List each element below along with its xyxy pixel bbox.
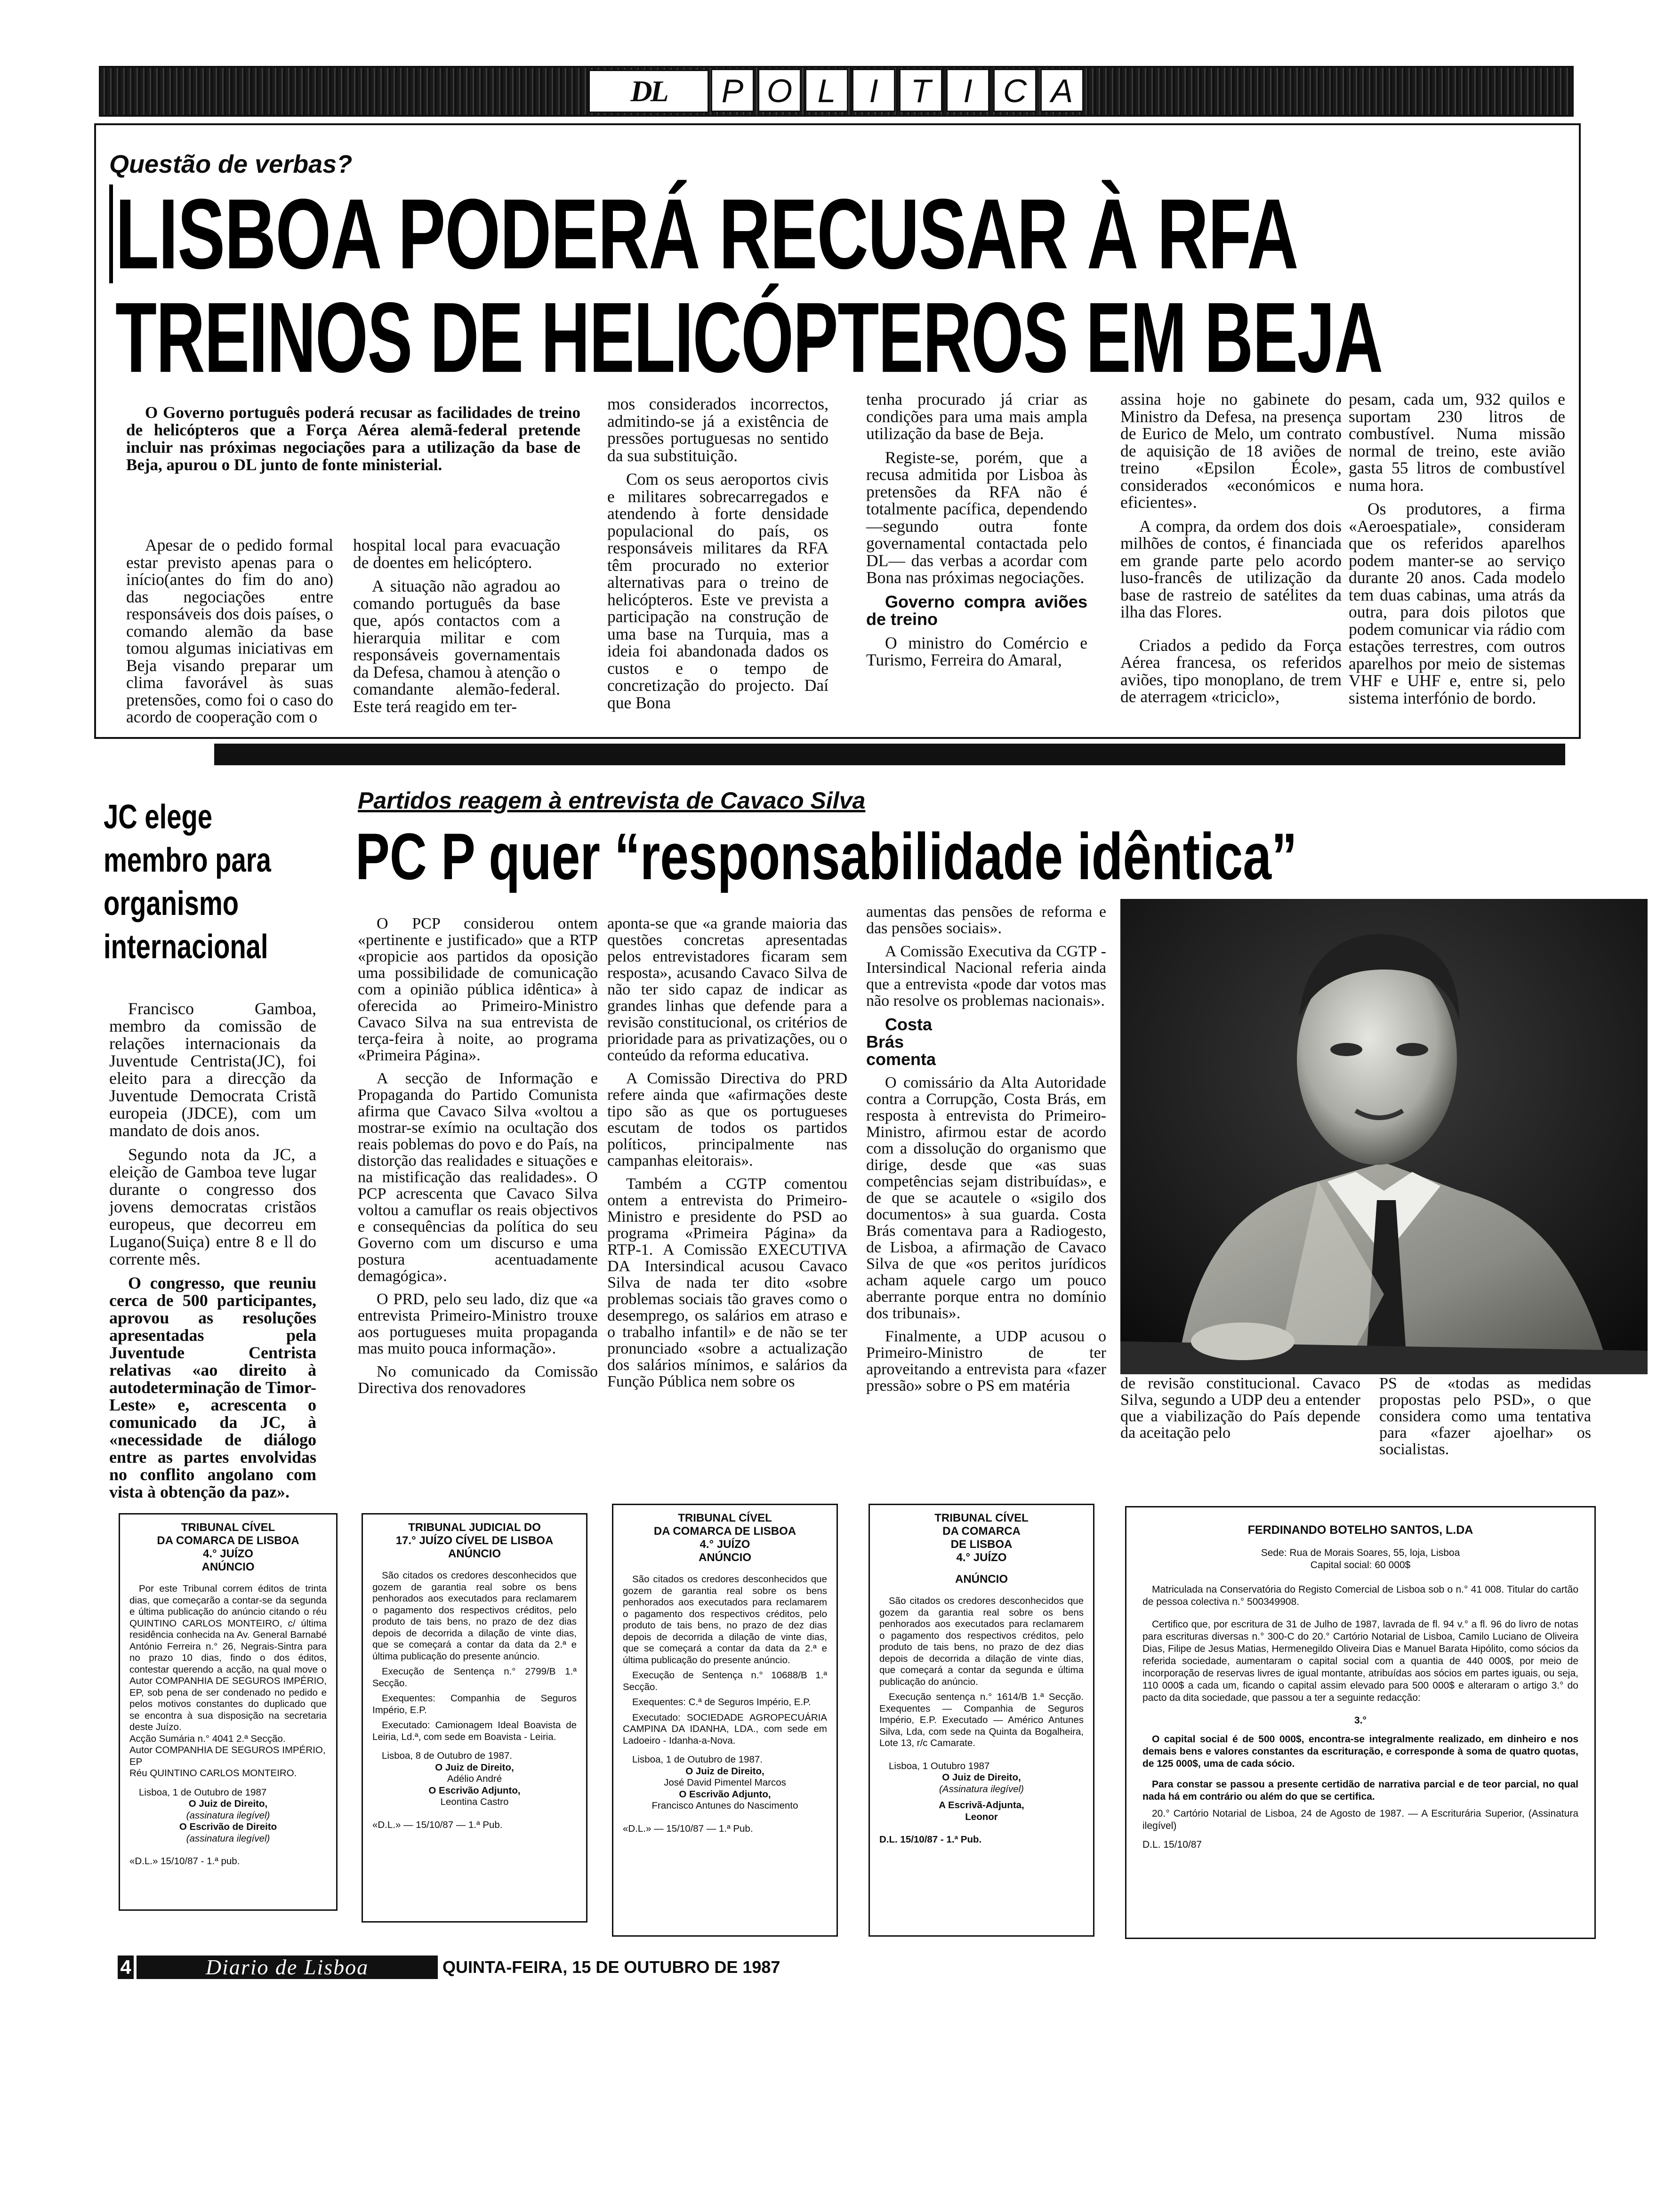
top-article-col2: hospital local para evacuação de doentes em helicóptero. A situação não agradou ao comando português da base que, após contactos com a hierarquia militar e com responsáveis governamentais da Defesa, chamou à atenção o comandante alemão-federal. Este terá reagido em ter-: [353, 536, 560, 716]
pcp-col1: O PCP considerou ontem «pertinente e justificado» que a RTP «propicie aos partidos da oposição uma possibilidade de comunicação com a opinião pública idêntica» à oferecida ao Primeiro-Ministro Cavaco Silva na sua entrevista de terça-feira à noite, ao programa «Primeira Página». A secção de Informação e Propaganda do Partido Comunista afirma que Cavaco Silva «voltou a mostrar-se exímio na ocultação dos reais poblemas do povo e do País, na distorção das realidades e situações e na mistificação das realidades». O PCP acrescenta que Cavaco Silva voltou a camuflar os reais objectivos e consequências da política do seu Governo com um discurso e uma postura acentuadamente demagógica». O PRD, pelo seu lado, diz que «a entrevista Primeiro-Ministro trouxe aos portugueses muita propaganda mas muito pouca informação». No comunicado da Comissão Directiva dos renovadores: [358, 915, 598, 1397]
subhead-costa-bras: Costa Brás comenta: [866, 1015, 936, 1069]
jc-headline-line: organismo: [104, 885, 239, 922]
pcp-kicker: Partidos reagem à entrevista de Cavaco Silva: [358, 787, 866, 814]
dl-logo: DL: [588, 70, 709, 113]
section-title-letter: O: [758, 69, 801, 112]
section-title-letter: I: [946, 69, 989, 112]
pcp-col2: aponta-se que «a grande maioria das questões concretas apresentadas pelos entrevistadores ficaram sem resposta», acusando Cavaco Silva de não ter sido capaz de indicar as grandes linhas que defende para a revisão constitucional, os critérios de prioridade para as privatizações, ou o conteúdo da reforma educativa. A Comissão Directiva do PRD refere ainda que «afirmações deste tipo são as que os portugueses escutam de todos os partidos políticos, principalmente nas campanhas eleitorais». Também a CGTP comentou ontem a entrevista do Primeiro-Ministro e presidente do PSD ao programa «Primeira Página» da RTP-1. A Comissão EXECUTIVA DA Intersindical acusou Cavaco Silva de nada ter dito «sobre problemas sociais tão graves como o desemprego, os salários em atraso e o trabalho infantil» e de não se ter pronunciado «sobre a actualização dos salários mínimos, e salários da Função Pública nem sobre os: [607, 915, 847, 1390]
divider-bar: [214, 744, 1565, 765]
top-article-kicker: Questão de verbas?: [109, 150, 353, 178]
headline-rule: [109, 184, 113, 283]
legal-notice-3: TRIBUNAL CÍVEL DA COMARCA DE LISBOA 4.° JUÍZO ANÚNCIO São citados os credores desconhecidos que gozem de garantia real sobre os bens penhorados aos executados para reclamarem o pagamento dos respectivos créditos, pelo produto de tais bens, no prazo de dez dias depois de decorrida a dilação de vinte dias, que se começará a contar da data da 2.ª e última publicação do presente anúncio. Execução de Sentença n.° 10688/B 1.ª Secção. Exequentes: C.ª de Seguros Império, E.P. Executado: SOCIEDADE AGROPECUÁRIA CAMPINA DA IDANHA, LDA., com sede em Ladoeiro - Idanha-a-Nova. Lisboa, 1 de Outubro de 1987. O Juiz de Direito, José David Pimentel Marcos O Escrivão Adjunto, Francisco Antunes do Nascimento «D.L.» — 15/10/87 — 1.ª Pub.: [612, 1504, 838, 1937]
section-title-letter: A: [1040, 69, 1084, 112]
top-article-col5: assina hoje no gabinete do Ministro da Defesa, na presença de Eurico de Melo, um contrato de aquisição de 18 aviões de treino «Epsilon École», considerados «económicos e eficientes». A compra, da ordem dos dois milhões de contos, é financiada em grande parte pelo acordo luso-francês de utilização da base de rastreio de satélites da ilha das Flores. Criados a pedido da Força Aérea francesa, os referidos aviões, tipo monoplano, de trem de aterragem «triciclo»,: [1120, 390, 1342, 706]
top-article-lead: O Governo português poderá recusar as facilidades de treino de helicópteros que a Força Aérea alemã-federal pretende incluir nas próximas negociações para a utilização da base de Beja, apurou o DL junto de fonte ministerial.: [126, 403, 580, 474]
section-title-letter: L: [805, 69, 848, 112]
subhead-governo-compra: Governo compra aviões de treino: [866, 592, 1087, 629]
pcp-col3: aumentas das pensões de reforma e das pensões sociais». A Comissão Executiva da CGTP - Intersindical Nacional referia ainda que a entrevista «pode dar votos mas não resolve os problemas nacionais». Costa Brás comenta O comissário da Alta Autoridade contra a Corrupção, Costa Brás, em resposta à entrevista do Primeiro-Ministro, afirmou estar de acordo com a dissolução do organismo que dirige, desde que «as suas competências sejam distribuídas», e de que se acautele o «sigilo dos documentos» à sua guarda. Costa Brás comentava para a Radiogesto, de Lisboa, a afirmação de Cavaco Silva de que «os peritos jurídicos acham aquele cargo um pouco aberrante porque entra no domínio dos tribunais». Finalmente, a UDP acusou o Primeiro-Ministro de ter aproveitando a entrevista para «fazer pressão» sobre o PS em matéria: [866, 903, 1106, 1395]
issue-date: QUINTA-FEIRA, 15 DE OUTUBRO DE 1987: [442, 1957, 780, 1977]
masthead-logo: Diario de Lisboa: [137, 1956, 438, 1979]
pcp-col4: de revisão constitucional. Cavaco Silva, segundo a UDP deu a entender que a viabilização do País depende da aceitação pelo: [1120, 1375, 1360, 1442]
page-number: 4: [118, 1956, 134, 1979]
company-notice: FERDINANDO BOTELHO SANTOS, L.DA Sede: Rua de Morais Soares, 55, loja, Lisboa Capital social: 60 000$ Matriculada na Conservatória do Registo Comercial de Lisboa sob o n.° 41 008. Titular do cartão de pessoa colectiva n.° 500349908. Certifico que, por escritura de 31 de Julho de 1987, lavrada de fl. 94 v.° a fl. 96 do livro de notas para escrituras diversas n.° 300-C do 20.° Cartório Notarial de Lisboa, Camilo Luciano de Oliveira Dias, Filipe de Jesus Matias, Hermenegildo Oliveira Dias e Manuel Barata Hipólito, como sócios da referida sociedade, aumentaram o capital social com a quantia de 440 000$, por meio de incorporação de reservas livres de igual montante, atribuídas aos sócios em partes iguais, ou seja, 110 000$ a cada um, ficando o capital assim elevado para 500 000$ e alteraram o artigo 3.° do pacto da dita sociedade, que passou a ter a seguinte redacção: 3.° O capital social é de 500 000$, encontra-se integralmente realizado, em dinheiro e nos demais bens e valores constantes da escrituração, e corresponde à soma de quatro quotas, de 125 000$, uma de cada sócio. Para constar se passou a presente certidão de narrativa parcial e de teor parcial, no qual nada há em contrário ou além do que se certifica. 20.° Cartório Notarial de Lisboa, 24 de Agosto de 1987. — A Escriturária Superior, (Assinatura ilegível) D.L. 15/10/87: [1125, 1506, 1596, 1939]
photo-cavaco-silva: [1120, 899, 1648, 1374]
jc-headline-line: JC elege: [104, 798, 213, 836]
jc-article-body: Francisco Gamboa, membro da comissão de relações internacionais da Juventude Centrista(JC), foi eleito para a direcção da Juventude Democrata Cristã europeia (JDCE), com um mandato de dois anos. Segundo nota da JC, a eleição de Gamboa teve lugar durante o congresso dos jovens democratas cristãos europeus, que decorreu em Lugano(Suiça) entre 8 e ll do corrente mês. O congresso, que reuniu cerca de 500 participantes, aprovou as resoluções apresentadas pela Juventude Centrista relativas «ao direito à autodeterminação de Timor-Leste» e, acrescenta o comunicado da JC, à «necessidade de diálogo entre as partes envolvidas no conflito angolano com vista à obtenção da paz».: [109, 999, 316, 1501]
section-title-letter: P: [711, 69, 754, 112]
top-article-col6: pesam, cada um, 932 quilos e suportam 230 litros de combustível. Numa missão normal de treino, este avião gasta 55 litros de combustível numa hora. Os produtores, a firma «Aeroespatiale», consideram que os referidos aparelhos podem manter-se ao serviço durante 20 anos. Cada modelo tem duas cabinas, uma atrás da outra, para dois pilotos que podem comunicar via rádio com estações terrestres, com outros aparelhos por meio de sistemas VHF e UHF e, entre si, pelo sistema interfónio de bordo.: [1349, 390, 1565, 707]
pcp-col5: PS de «todas as medidas propostas pelo PSD», o que considera como uma tentativa para «fazer ajoelhar» os socialistas.: [1379, 1375, 1591, 1458]
jc-headline-line: membro para: [104, 842, 271, 879]
section-title-letter: C: [993, 69, 1037, 112]
pcp-headline: PC P quer “responsabilidade idêntica”: [355, 819, 1297, 893]
section-title: [711, 69, 1087, 110]
jc-headline-line: internacional: [104, 928, 268, 966]
legal-notice-4: TRIBUNAL CÍVEL DA COMARCA DE LISBOA 4.° JUÍZO ANÚNCIO São citados os credores desconhecidos que gozem da garantia real sobre os bens penhorados aos executados para reclamarem o pagamento dos respectivos créditos, pelo produto de tais bens, no prazo de dez dias depois de decorrida a dilação de vinte dias, que começará a contar da segunda e última publicação do anúncio. Execução sentença n.° 1614/B 1.ª Secção. Exequentes — Companhia de Seguros Império, E.P. Executado — Américo Antunes Silva, Lda, com sede na Quinta da Bogalheira, Lote 13, r/c Camarate. Lisboa, 1 Outubro 1987 O Juiz de Direito, (Assinatura ilegível) A Escrivã-Adjunta, Leonor D.L. 15/10/87 - 1.ª Pub.: [869, 1504, 1094, 1937]
legal-notice-1: TRIBUNAL CÍVEL DA COMARCA DE LISBOA 4.° JUÍZO ANÚNCIO Por este Tribunal correm éditos de trinta dias, que começarão a contar-se da segunda e última publicação do anúncio citando o réu QUINTINO CARLOS MONTEIRO, c/ última residência conhecida na Av. General Barnabé António Ferreira n.° 26, Negrais-Sintra para no prazo 10 dias, findo o dos éditos, contestar querendo a acção, na qual move o Autor COMPANHIA DE SEGUROS IMPÉRIO, EP, sob pena de ser condenado no pedido e pelos motivos constantes do duplicado que se encontra à sua disposição na secretaria deste Juízo. Acção Sumária n.° 4041 2.ª Secção. Autor COMPANHIA DE SEGUROS IMPÉRIO, EP Réu QUINTINO CARLOS MONTEIRO. Lisboa, 1 de Outubro de 1987 O Juiz de Direito, (assinatura ilegível) O Escrivão de Direito (assinatura ilegível) «D.L.» 15/10/87 - 1.ª pub.: [119, 1513, 338, 1911]
legal-notice-2: TRIBUNAL JUDICIAL DO 17.° JUÍZO CÍVEL DE LISBOA ANÚNCIO São citados os credores desconhecidos que gozem de garantia real sobre os bens penhorados aos executados para reclamarem o pagamento dos respectivos créditos, pelo produto de tais bens, no prazo de dez dias depois de decorrida a dilação de vinte dias, que se começará a contar da data da 2.ª e última publicação do presente anúncio. Execução de Sentença n.° 2799/B 1.ª Secção. Exequentes: Companhia de Seguros Império, E.P. Executado: Camionagem Ideal Boavista de Leiria, Ld.ª, com sede em Boavista - Leiria. Lisboa, 8 de Outubro de 1987. O Juiz de Direito, Adélio André O Escrivão Adjunto, Leontina Castro «D.L.» — 15/10/87 — 1.ª Pub.: [362, 1513, 587, 1923]
top-headline-line1: LISBOA PODERÁ RECUSAR À RFA: [115, 178, 1298, 290]
top-headline-line2: TREINOS DE HELICÓPTEROS EM BEJA: [115, 282, 1383, 393]
top-article-col4: tenha procurado já criar as condições para uma mais ampla utilização da base de Beja. Registe-se, porém, que a recusa admitida por Lisboa às pretensões da RFA não é totalmente pacífica, dependendo—segundo outra fonte governamental contactada pelo DL— das verbas a acordar com Bona nas próximas negociações. Governo compra aviões de treino O ministro do Comércio e Turismo, Ferreira do Amaral,: [866, 390, 1087, 669]
top-article-col3: mos considerados incorrectos, admitindo-se já a existência de pressões portuguesas no sentido da sua substituição. Com os seus aeroportos civis e militares sobrecarregados e atendendo à forte densidade populacional do país, os responsáveis militares da RFA têm procurado no exterior alternativas para o treino de helicópteros. Este ve prevista a participação na construção de uma base na Turquia, mas a ideia foi abandonada dados os custos e o tempo de concretização do projecto. Daí que Bona: [607, 394, 828, 712]
section-title-letter: I: [852, 69, 895, 112]
section-title-letter: T: [899, 69, 942, 112]
top-article-col1: Apesar de o pedido formal estar previsto apenas para o início(antes do fim do ano) das negociações entre responsáveis dos dois países, o comando alemão da base tomou algumas iniciativas em Beja visando preparar um clima favorável às suas pretensões, como foi o caso do acordo de cooperação com o: [126, 536, 333, 726]
jc-headline: [104, 795, 271, 969]
